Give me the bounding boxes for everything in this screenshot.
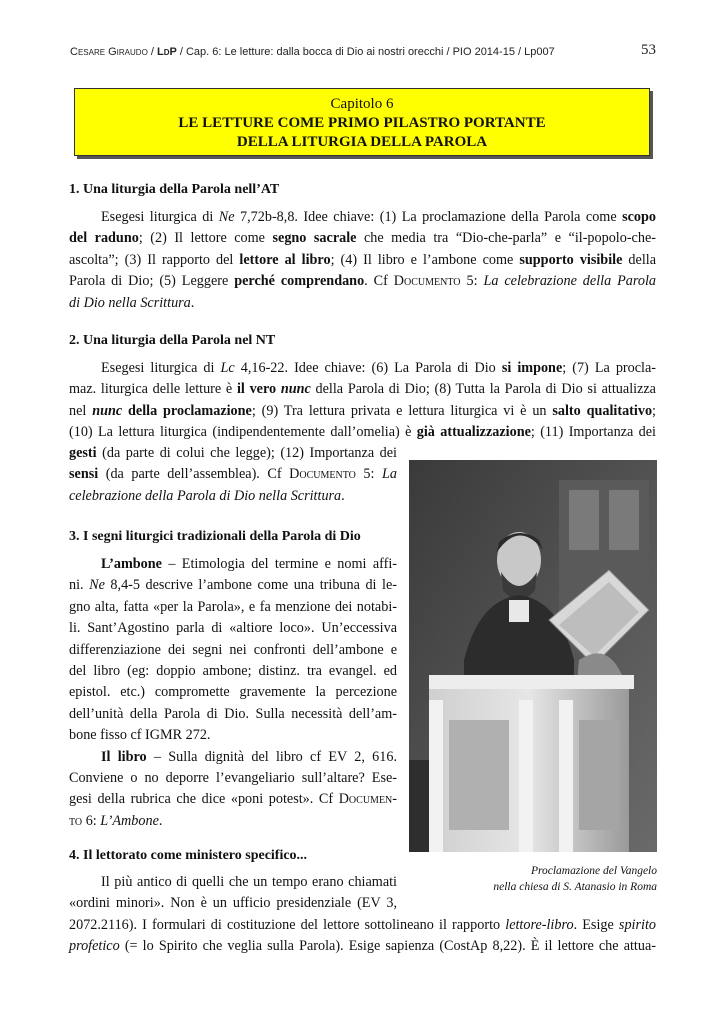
header-book: LdP [156,46,177,58]
running-header: Cesare Giraudo / LdP / Cap. 6: Le letture: dalla bocca di Dio ai nostri orecchi / PIO 2014-15 / Lp007 53 [70,42,656,58]
text-line: Esegesi liturgica di Lc 4,16-22. Idee chiave: (6) La Parola di Dio si impone; (7) La procla- [101,360,656,376]
text-line: Parola di Dio; (5) Leggere perché comprendano. Cf Documento 5: La celebrazione della Parola [69,273,656,290]
text-line: gesti (da parte di colui che legge); (12) Importanza dei [69,445,397,461]
chapter-title-box [74,88,650,156]
text-line: ni. Ne 8,4-5 descrive l’ambone come una tribuna di le- [69,577,397,594]
chapter-label: Capitolo 6 [330,96,394,112]
section-4-heading: 4. Il lettorato come ministero specifico... [69,848,308,863]
header-rest: / Cap. 6: Le letture: dalla bocca di Dio ai nostri orecchi / PIO 2014-15 / Lp007 [179,46,555,58]
page-number: 53 [641,42,656,58]
text-line: epistol. etc.) compromette gravemente la percezione [69,684,397,701]
photo-caption [409,863,657,895]
section-1-paragraph [69,207,656,314]
text-line: dell’unità della Parola di Dio. Sulla necessità dell’am- [69,705,397,722]
text-line: L’ambone – Etimologia del termine e nomi affi- [101,556,397,572]
text-line: celebrazione della Parola di Dio nella Scrittura. [69,487,345,504]
chapter-title-line-2: DELLA LITURGIA DELLA PAROLA [236,134,488,150]
section-2-heading: 2. Una liturgia della Parola nel NT [69,333,276,348]
text-line: di Dio nella Scrittura. [69,294,195,311]
chapter-title-line-1: LE LETTURE COME PRIMO PILASTRO PORTANTE [178,115,546,131]
text-line: Il più antico di quelli che un tempo erano chiamati [101,874,397,890]
text-line: 2072.2116). I formulari di costituzione del lettore sottolineano il rapporto lettore-libro. Esige spirito [69,917,656,933]
text-line: bone fisso cf IGMR 272. [69,727,211,744]
text-line: to 6: L’Ambone. [69,812,163,829]
section-2-paragraph [69,358,656,444]
caption-line-1: Proclamazione del Vangelo [530,865,657,877]
section-3-heading: 3. I segni liturgici tradizionali della Parola di Dio [69,529,361,544]
text-line: gesi della rubrica che dice «poni potest». Cf Documen- [69,791,397,808]
header-author: Cesare Giraudo [70,46,148,58]
section-4-paragraph [69,872,397,915]
text-line: del raduno; (2) Il lettore come segno sacrale che media tra “Dio-che-parla” e “il-popolo-che- [69,230,656,247]
section-3-paragraph [69,554,397,832]
text-line: ascolta”; (3) Il rapporto del lettore al libro; (4) Il libro e l’ambone come supporto visibile della [69,251,656,268]
text-line: gno alta, fatta «per la Parola», e fa menzione dei notabi- [69,598,397,615]
text-line: Esegesi liturgica di Ne 7,72b-8,8. Idee chiave: (1) La proclamazione della Parola come scopo [101,209,656,225]
text-line: sensi (da parte dell’assemblea). Cf Documento 5: La [69,466,397,483]
text-line: del libro (eg: doppio ambone; distinz. tra evangel. ed [69,663,397,680]
ambone-photo [409,460,657,852]
text-line: Conviene o no deporre l’evangeliario sull’altare? Ese- [69,770,397,787]
text-line: li. Sant’Agostino parla di «altiore loco». Un’eccessiva [69,620,397,637]
section-4-paragraph-continued [69,915,656,958]
text-line: «ordini minori». Non è un ufficio presidenziale (EV 3, [69,895,397,912]
text-line: nel nunc della proclamazione; (9) Tra lettura privata e lettura liturgica vi è un salto qualitativo; [69,402,656,419]
text-line: profetico (= lo Spirito che veglia sulla Parola). Esige sapienza (CostAp 8,22). È il lettore che attua- [69,938,656,955]
caption-line-2: nella chiesa di S. Atanasio in Roma [493,881,657,893]
text-line: differenziazione dei segni nei confronti dell’ambone e [69,641,397,658]
section-2-paragraph-continued [69,443,397,507]
text-line: (10) La lettura liturgica (indipendentemente dall’omelia) è già attualizzazione; (11) Importanza dei [69,424,656,441]
text-line: maz. liturgica delle letture è il vero nunc della Parola di Dio; (8) Tutta la Parola di Dio si attualizza [69,381,656,398]
text-line: Il libro – Sulla dignità del libro cf EV 2, 616. [101,748,397,765]
section-1-heading: 1. Una liturgia della Parola nell’AT [69,182,280,197]
photo-illustration [409,460,657,852]
